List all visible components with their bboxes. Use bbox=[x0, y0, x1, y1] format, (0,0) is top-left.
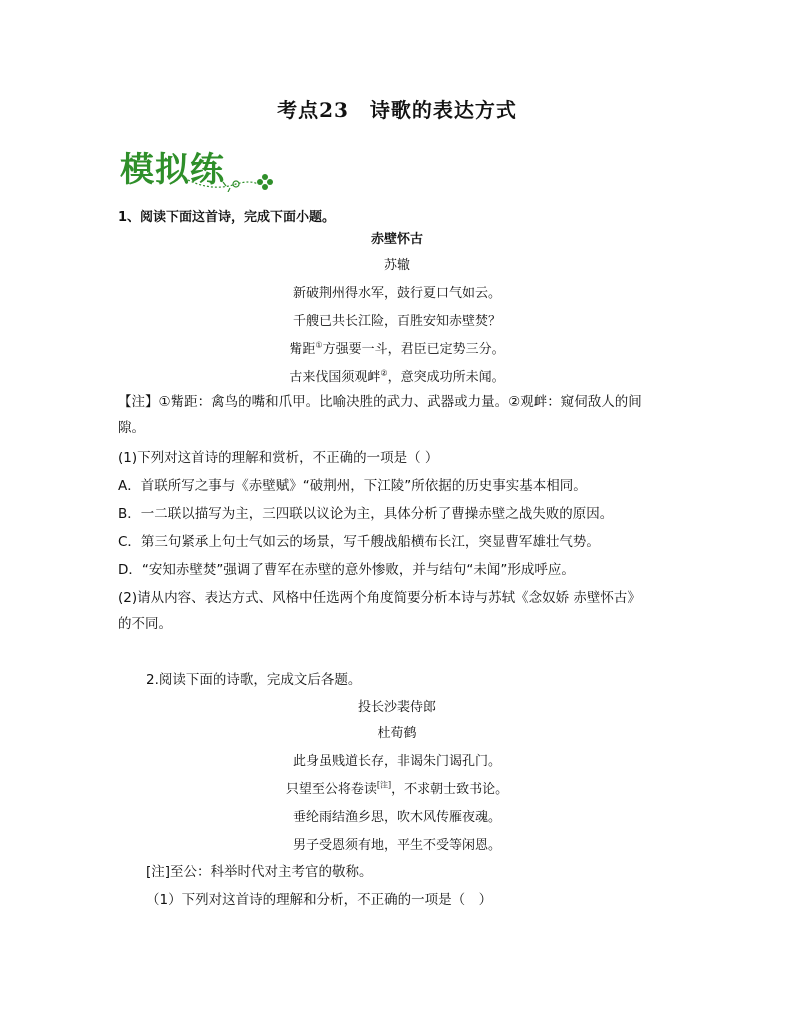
q1-option-c: C．第三句紧承上句士气如云的场景，写千艘战船横布长江，突显曹军雄壮气势。 bbox=[118, 534, 600, 550]
page-title: 考点23 诗歌的表达方式 bbox=[277, 98, 517, 122]
q1-line-4-note-mark: ② bbox=[380, 368, 388, 378]
q1-option-d: D．“安知赤壁焚”强调了曹军在赤壁的意外惨败，并与结句“未闻”形成呼应。 bbox=[118, 562, 575, 578]
q2-line-2-pre: 只望至公将卷读 bbox=[285, 782, 377, 797]
q1-sub-question-2-line-1: (2)请从内容、表达方式、风格中任选两个角度简要分析本诗与苏轼《念奴娇 赤壁怀古》 bbox=[118, 590, 641, 606]
q1-poem-line-1 bbox=[0, 282, 794, 301]
q1-line-4-pre: 古来伐国须观衅 bbox=[289, 370, 381, 385]
q1-option-b: B．一二联以描写为主，三四联以议论为主，具体分析了曹操赤壁之战失败的原因。 bbox=[118, 506, 614, 522]
q1-poem-line-4 bbox=[0, 366, 794, 385]
q2-poem-line-1 bbox=[0, 750, 794, 769]
q2-line-3-text: 垂纶雨结渔乡思，吹木风传雁夜魂。 bbox=[292, 810, 501, 825]
q1-line-4-post: ，意突成功所未闻。 bbox=[387, 370, 505, 385]
q1-line-3-pre: 觜距 bbox=[289, 342, 316, 357]
q1-sub-question-1: (1)下列对这首诗的理解和赏析，不正确的一项是（ ） bbox=[118, 450, 439, 466]
q2-note: [注]至公：科举时代对主考官的敬称。 bbox=[146, 864, 373, 880]
q1-line-2-text: 千艘已共长江险，百胜安知赤壁焚？ bbox=[292, 314, 501, 329]
q1-sub-question-2-line-2: 的不同。 bbox=[118, 616, 172, 632]
q2-poem-title: 投长沙裴侍郎 bbox=[357, 700, 436, 715]
q1-note-line-2: 隙。 bbox=[118, 420, 145, 436]
vine-decoration-icon bbox=[118, 140, 278, 192]
q2-intro: 2.阅读下面的诗歌，完成文后各题。 bbox=[146, 672, 362, 688]
q1-poem-author: 苏辙 bbox=[383, 258, 410, 273]
q2-poem-line-3 bbox=[0, 806, 794, 825]
practice-badge bbox=[118, 140, 278, 192]
q1-line-3-note-mark: ① bbox=[315, 340, 323, 350]
q2-line-1-text: 此身虽贱道长存，非谒朱门谒孔门。 bbox=[292, 754, 501, 769]
q1-option-a: A．首联所写之事与《赤壁赋》“破荆州，下江陵”所依据的历史事实基本相同。 bbox=[118, 478, 587, 494]
q1-intro: 1、阅读下面这首诗，完成下面小题。 bbox=[118, 210, 336, 225]
q2-poem-author: 杜荀鹤 bbox=[377, 726, 417, 741]
q1-poem-line-3 bbox=[0, 338, 794, 357]
q1-line-1-text: 新破荆州得水军，鼓行夏口气如云。 bbox=[292, 286, 501, 301]
q1-poem-line-2 bbox=[0, 310, 794, 329]
q2-sub-question-1: （1）下列对这首诗的理解和分析，不正确的一项是（ ） bbox=[146, 892, 493, 908]
q2-line-2-note-mark: [注] bbox=[376, 780, 392, 790]
q1-note-line-1: 【注】①觜距：禽鸟的嘴和爪甲。比喻决胜的武力、武器或力量。②观衅：窥伺敌人的间 bbox=[118, 394, 642, 410]
q2-poem-line-2 bbox=[0, 778, 794, 797]
q2-poem-line-4 bbox=[0, 834, 794, 853]
q2-line-2-post: ，不求朝士致书论。 bbox=[391, 782, 509, 797]
q1-poem-title: 赤壁怀古 bbox=[370, 232, 423, 247]
badge-label: 模拟练 bbox=[120, 150, 225, 190]
q1-line-3-post: 方强要一斗，君臣已定势三分。 bbox=[322, 342, 505, 357]
q2-line-4-text: 男子受恩须有地，平生不受等闲恩。 bbox=[292, 838, 501, 853]
